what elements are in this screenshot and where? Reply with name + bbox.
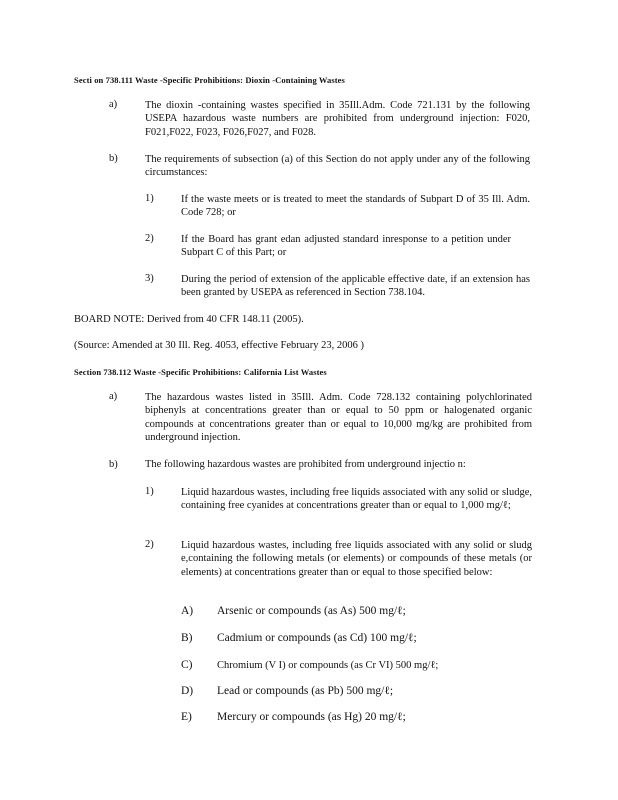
board-note: BOARD NOTE: Derived from 40 CFR 148.11 (2005). <box>74 314 304 325</box>
item-1-text: Liquid hazardous wastes, including free liquids associated with any solid or sludge, containing free cyanides at concentrations greater than or equal to 1,000 mg/ℓ; <box>181 487 532 512</box>
section-738-111-heading: Secti on 738.111 Waste -Specific Prohibitions: Dioxin -Containing Wastes <box>74 75 345 85</box>
metal-c-label: C) <box>181 659 193 671</box>
metal-b-text: Cadmium or compounds (as Cd) 100 mg/ℓ; <box>217 632 417 644</box>
metal-a-text: Arsenic or compounds (as As) 500 mg/ℓ; <box>217 605 406 617</box>
item-2-text: If the Board has grant edan adjusted standard inresponse to a petition under Subpart C of this Part; or <box>181 234 511 259</box>
metal-c-text: Chromium (V I) or compounds (as Cr VI) 500 mg/ℓ; <box>217 660 439 671</box>
item-2-text: Liquid hazardous wastes, including free liquids associated with any solid or sludg e,containing the following metals (or elements) or compounds of these metals (or elements) at concentrations greater than or equal to those specified below: <box>181 540 532 578</box>
item-3-text: During the period of extension of the applicable effective date, if an extension has been granted by USEPA as referenced in Section 738.104. <box>181 274 530 299</box>
item-2-label: 2) <box>145 233 154 244</box>
source-note: (Source: Amended at 30 Ill. Reg. 4053, effective February 23, 2006 ) <box>74 340 364 351</box>
metal-b-label: B) <box>181 632 193 644</box>
item-1-label: 1) <box>145 486 154 497</box>
metal-e-text: Mercury or compounds (as Hg) 20 mg/ℓ; <box>217 711 406 723</box>
section-738-112-heading: Section 738.112 Waste -Specific Prohibitions: California List Wastes <box>74 367 327 377</box>
subsection-b-text: The following hazardous wastes are prohibited from underground injectio n: <box>145 459 466 470</box>
subsection-a-text: The hazardous wastes listed in 35Ill. Adm. Code 728.132 containing polychlorinated biphenyls at concentrations greater than or equal to 50 ppm or halogenated organic compounds at concentrations greater than or equal to 10,000 mg/kg are prohibited from underground injection. <box>145 392 532 444</box>
subsection-a-label: a) <box>109 99 118 110</box>
metal-d-label: D) <box>181 685 194 697</box>
subsection-b-label: b) <box>109 459 118 470</box>
subsection-b-label: b) <box>109 153 118 164</box>
item-2-label: 2) <box>145 539 154 550</box>
subsection-a-label: a) <box>109 391 118 402</box>
item-1-label: 1) <box>145 193 154 204</box>
subsection-a-text: The dioxin -containing wastes specified in 35Ill.Adm. Code 721.131 by the following USEPA hazardous waste numbers are prohibited from underground injection: F020, F021,F022, F023, F026,F027, and F028. <box>145 100 530 138</box>
metal-d-text: Lead or compounds (as Pb) 500 mg/ℓ; <box>217 685 394 697</box>
subsection-b-text: The requirements of subsection (a) of this Section do not apply under any of the following circumstances: <box>145 154 530 179</box>
item-1-text: If the waste meets or is treated to meet the standards of Subpart D of 35 Ill. Adm. Code 728; or <box>181 194 530 219</box>
metal-a-label: A) <box>181 605 194 617</box>
metal-e-label: E) <box>181 711 192 723</box>
item-3-label: 3) <box>145 273 154 284</box>
